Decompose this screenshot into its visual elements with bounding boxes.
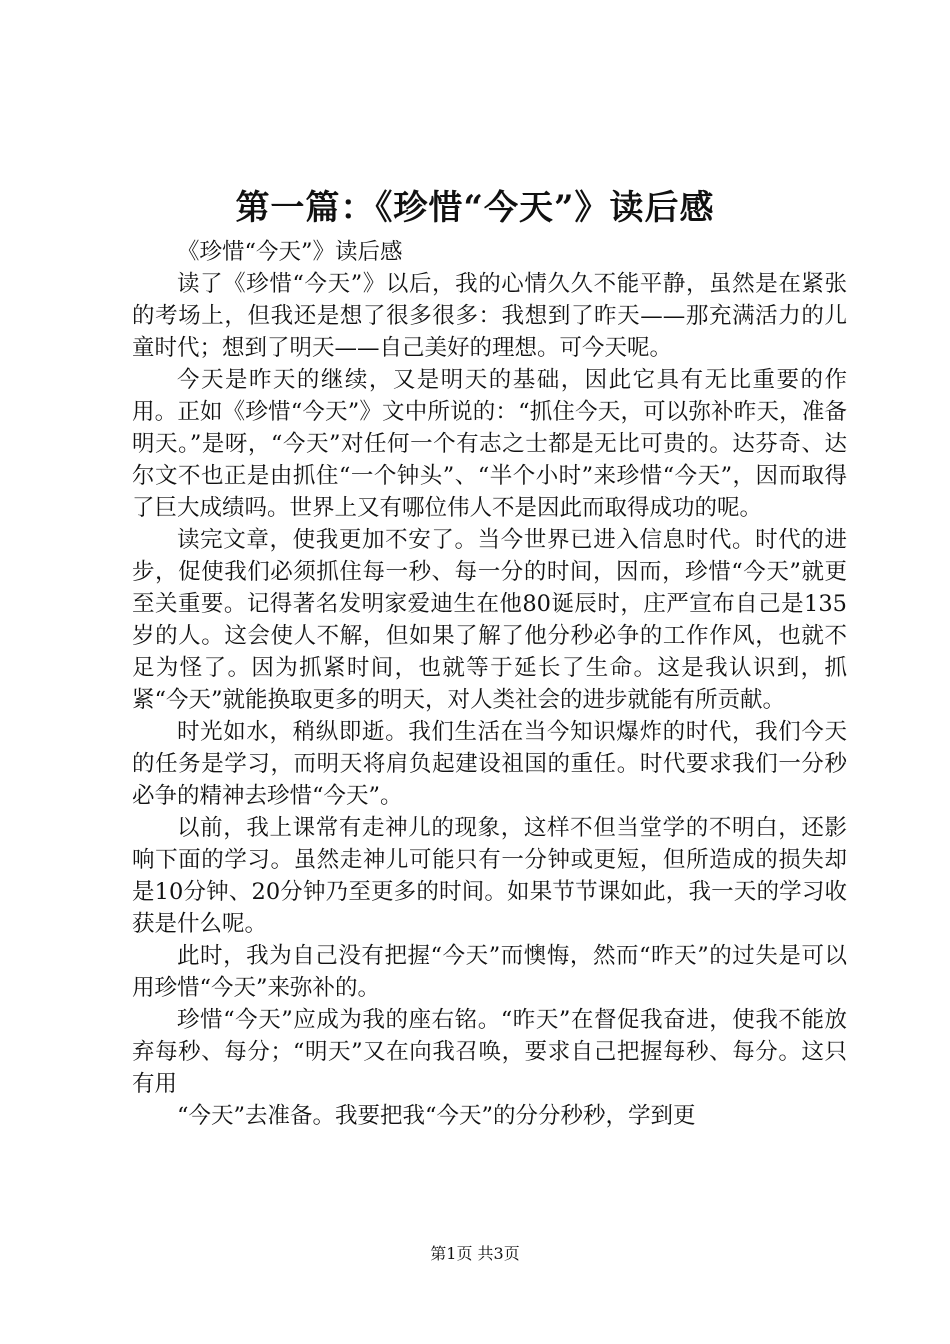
paragraph: 读完文章，使我更加不安了。当今世界已进入信息时代。时代的进步，促使我们必须抓住每一秒、每一分的时间，因而，珍惜“今天”就更至关重要。记得著名发明家爱迪生在他80诞辰时，庄严宣布自己是135岁的人。这会使人不解，但如果了解了他分秒必争的工作作风，也就不足为怪了。因为抓紧时间，也就等于延长了生命。这是我认识到，抓紧“今天”就能换取更多的明天，对人类社会的进步就能有所贡献。 [132, 527, 847, 713]
paragraph: 珍惜“今天”应成为我的座右铭。“昨天”在督促我奋进，使我不能放弃每秒、每分；“明天”又在向我召唤，要求自己把握每秒、每分。这只有用 [132, 1007, 847, 1097]
paragraph: 今天是昨天的继续，又是明天的基础，因此它具有无比重要的作用。正如《珍惜“今天”》文中所说的：“抓住今天，可以弥补昨天，准备明天。”是呀，“今天”对任何一个有志之士都是无比可贵的。达芬奇、达尔文不也正是由抓住“一个钟头”、“半个小时”来珍惜“今天”，因而取得了巨大成绩吗。世界上又有哪位伟人不是因此而取得成功的呢。 [132, 367, 847, 521]
document-body [132, 236, 847, 1132]
paragraph: 时光如水，稍纵即逝。我们生活在当今知识爆炸的时代，我们今天的任务是学习，而明天将肩负起建设祖国的重任。时代要求我们一分秒必争的精神去珍惜“今天”。 [132, 719, 847, 809]
paragraph-subtitle: 《珍惜“今天”》读后感 [177, 239, 403, 265]
paragraph: “今天”去准备。我要把我“今天”的分分秒秒，学到更 [177, 1103, 696, 1129]
page-footer: 第1页 共3页 [430, 1244, 520, 1263]
paragraph: 读了《珍惜“今天”》以后，我的心情久久不能平静，虽然是在紧张的考场上，但我还是想了很多很多：我想到了昨天——那充满活力的儿童时代；想到了明天——自己美好的理想。可今天呢。 [132, 271, 847, 361]
paragraph: 此时，我为自己没有把握“今天”而懊悔，然而“昨天”的过失是可以用珍惜“今天”来弥补的。 [132, 943, 847, 1001]
document-title: 第一篇：《珍惜“今天”》读后感 [235, 188, 715, 228]
paragraph: 以前，我上课常有走神儿的现象，这样不但当堂学的不明白，还影响下面的学习。虽然走神儿可能只有一分钟或更短，但所造成的损失却是10分钟、20分钟乃至更多的时间。如果节节课如此，我一天的学习收获是什么呢。 [132, 815, 847, 937]
